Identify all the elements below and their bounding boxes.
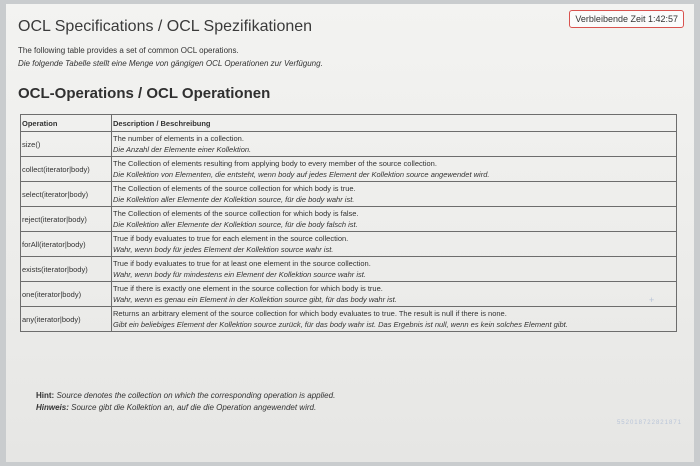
plus-mark: +: [649, 295, 655, 305]
description-german: Wahr, wenn es genau ein Element in der Kollektion source gibt, für das body wahr ist.: [113, 295, 397, 304]
description-cell: [112, 257, 677, 282]
operation-cell: collect(iterator|body): [21, 157, 112, 182]
hint-german-body: Source gibt die Kollektion an, auf die die Operation angewendet wird.: [68, 403, 317, 412]
table-row: [21, 182, 677, 207]
description-german: Die Kollektion aller Elemente der Kollektion source, für die body wahr ist.: [113, 195, 355, 204]
hint-german: [36, 402, 335, 414]
operation-cell: reject(iterator|body): [21, 207, 112, 232]
ocl-operations-table: [20, 114, 677, 332]
description-cell: [112, 307, 677, 332]
description-german: Gibt ein beliebiges Element der Kollektion source zurück, für das body wahr ist. Das Ergebnis ist null, wenn es kein solches Element gibt.: [113, 320, 568, 329]
intro-english: The following table provides a set of common OCL operations.: [18, 46, 239, 55]
table-row: [21, 207, 677, 232]
hint-label: Hint:: [36, 391, 55, 400]
description-german: Wahr, wenn body für jedes Element der Kollektion source wahr ist.: [113, 245, 334, 254]
section-title: OCL-Operations / OCL Operationen: [18, 85, 271, 102]
description-english: The Collection of elements resulting from applying body to every member of the source collection.: [113, 159, 437, 168]
hint-english: [36, 390, 335, 402]
description-german: Die Anzahl der Elemente einer Kollektion.: [113, 145, 252, 154]
description-cell: [112, 282, 677, 307]
column-header-description: Description / Beschreibung: [112, 115, 677, 132]
remaining-time-badge: Verbleibende Zeit 1:42:57: [569, 10, 684, 28]
description-cell: [112, 157, 677, 182]
table-row: [21, 232, 677, 257]
description-german: Die Kollektion von Elementen, die entsteht, wenn body auf jedes Element der Kollektion source angewendet wird.: [113, 170, 490, 179]
description-english: True if body evaluates to true for each element in the source collection.: [113, 234, 349, 243]
intro-german: Die folgende Tabelle stellt eine Menge von gängigen OCL Operationen zur Verfügung.: [18, 59, 323, 68]
description-cell: [112, 182, 677, 207]
description-cell: [112, 132, 677, 157]
operation-cell: size(): [21, 132, 112, 157]
table-row: [21, 257, 677, 282]
description-german: Die Kollektion aller Elemente der Kollektion source, für die body falsch ist.: [113, 220, 358, 229]
description-cell: [112, 232, 677, 257]
operation-cell: forAll(iterator|body): [21, 232, 112, 257]
description-cell: [112, 207, 677, 232]
table-row: [21, 307, 677, 332]
description-english: Returns an arbitrary element of the source collection for which body evaluates to true. The result is null if there is none.: [113, 309, 507, 318]
intro-text: [18, 44, 323, 70]
operation-cell: one(iterator|body): [21, 282, 112, 307]
column-header-operation: Operation: [21, 115, 112, 132]
operation-cell: select(iterator|body): [21, 182, 112, 207]
table-row: [21, 132, 677, 157]
table-header-row: [21, 115, 677, 132]
description-english: True if body evaluates to true for at least one element in the source collection.: [113, 259, 371, 268]
hint-text: [36, 390, 335, 414]
description-english: The number of elements in a collection.: [113, 134, 244, 143]
table-row: [21, 282, 677, 307]
table-row: [21, 157, 677, 182]
watermark: 552018722821871: [616, 420, 682, 426]
description-english: The Collection of elements of the source collection for which body is true.: [113, 184, 356, 193]
exam-page: [6, 4, 694, 462]
description-german: Wahr, wenn body für mindestens ein Element der Kollektion source wahr ist.: [113, 270, 366, 279]
operation-cell: exists(iterator|body): [21, 257, 112, 282]
hinweis-label: Hinweis:: [36, 403, 69, 412]
page-title: OCL Specifications / OCL Spezifikationen: [18, 18, 313, 35]
operation-cell: any(iterator|body): [21, 307, 112, 332]
hint-english-body: Source denotes the collection on which the corresponding operation is applied.: [54, 391, 336, 400]
description-english: The Collection of elements of the source collection for which body is false.: [113, 209, 359, 218]
description-english: True if there is exactly one element in the source collection for which body is true.: [113, 284, 383, 293]
